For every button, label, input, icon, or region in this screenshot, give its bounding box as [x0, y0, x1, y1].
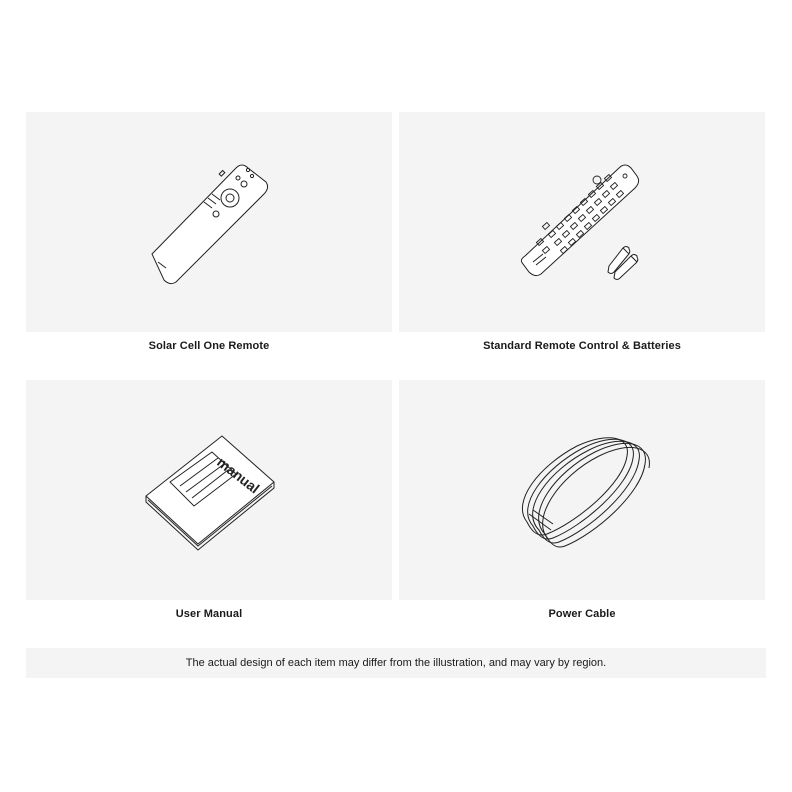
disclaimer-text: The actual design of each item may differ from the illustration, and may vary by region.	[185, 657, 607, 669]
power-cable-icon	[399, 380, 765, 600]
item-label-standard-remote: Standard Remote Control & Batteries	[483, 340, 681, 352]
solar-remote-icon	[26, 112, 392, 332]
item-label-user-manual: User Manual	[175, 608, 243, 620]
item-panel-user-manual	[26, 380, 392, 600]
item-panel-solar-remote	[26, 112, 392, 332]
item-panel-standard-remote	[399, 112, 765, 332]
item-label-power-cable: Power Cable	[548, 608, 616, 620]
item-panel-power-cable	[399, 380, 765, 600]
standard-remote-batteries-icon	[399, 112, 765, 332]
disclaimer-banner	[26, 648, 766, 678]
manual-cover-text: manual	[214, 453, 263, 497]
item-label-solar-remote: Solar Cell One Remote	[148, 340, 270, 352]
manual-icon	[26, 380, 392, 600]
